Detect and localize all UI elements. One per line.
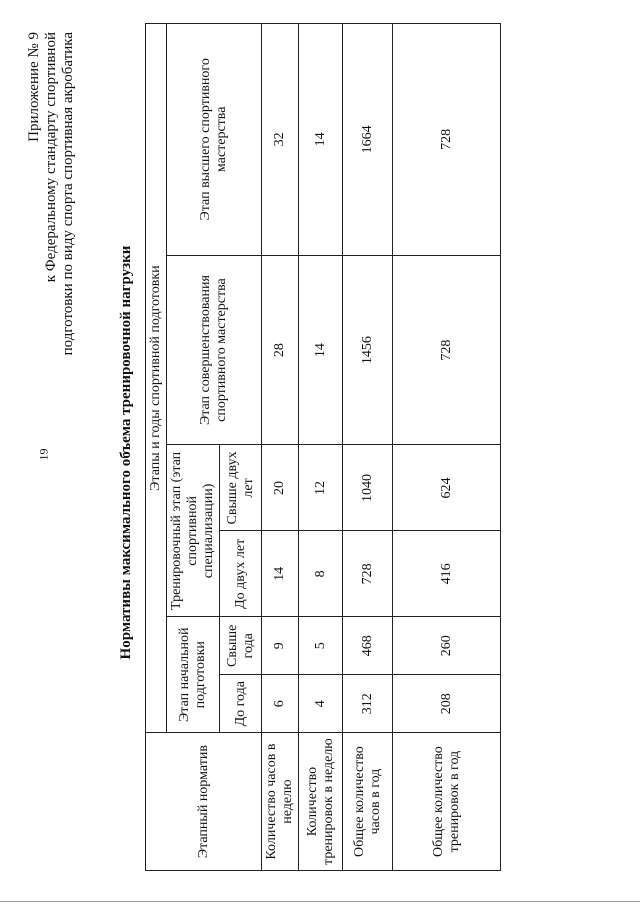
subheader-up-to-year: До года <box>220 675 262 733</box>
table-cell: 1040 <box>343 445 393 531</box>
table-cell: 6 <box>262 675 299 733</box>
row-label: Количество часов в неделю <box>262 733 299 871</box>
table-cell: 416 <box>393 531 501 617</box>
subheader-over-two: Свыше двух лет <box>220 445 262 531</box>
norms-table <box>145 23 501 871</box>
table-cell: 1456 <box>343 255 393 445</box>
table-cell: 260 <box>393 617 501 675</box>
table-cell: 14 <box>299 255 343 445</box>
page-number: 19 <box>36 448 51 461</box>
row-label: Общее количество часов в год <box>343 733 393 871</box>
document-title: Нормативы максимального объема тренировочной нагрузки <box>118 245 134 660</box>
table-cell: 728 <box>343 531 393 617</box>
subheader-up-to-two: До двух лет <box>220 531 262 617</box>
appendix-line-1: Приложение № 9 <box>26 32 42 142</box>
table-cell: 28 <box>262 255 299 445</box>
table-row <box>299 24 343 871</box>
subheader-over-year: Свыше года <box>220 617 262 675</box>
table-cell: 14 <box>262 531 299 617</box>
scan-edge-line <box>0 901 640 902</box>
header-stage-highest: Этап высшего спортивного мастерства <box>167 24 262 256</box>
table-cell: 32 <box>262 24 299 256</box>
table-cell: 5 <box>299 617 343 675</box>
header-norm: Этапный норматив <box>146 733 262 871</box>
table-cell: 8 <box>299 531 343 617</box>
header-stage-initial: Этап начальной подготовки <box>167 617 220 733</box>
table-cell: 14 <box>299 24 343 256</box>
table-cell: 728 <box>393 255 501 445</box>
header-stages: Этапы и годы спортивной подготовки <box>146 24 167 733</box>
row-label: Количество тренировок в неделю <box>299 733 343 871</box>
header-stage-improvement: Этап совершенствования спортивного мастерства <box>167 255 262 445</box>
table-cell: 624 <box>393 445 501 531</box>
appendix-line-2: к Федеральному стандарту спортивной <box>43 32 59 283</box>
table-cell: 20 <box>262 445 299 531</box>
appendix-line-3: подготовки по виду спорта спортивная акробатика <box>60 32 76 356</box>
appendix-header <box>26 32 77 355</box>
table-cell: 728 <box>393 24 501 256</box>
row-label: Общее количество тренировок в год <box>393 733 501 871</box>
table-row <box>393 24 501 871</box>
table-row <box>343 24 393 871</box>
table-cell: 468 <box>343 617 393 675</box>
table-cell: 9 <box>262 617 299 675</box>
table-cell: 312 <box>343 675 393 733</box>
header-stage-training: Тренировочный этап (этап спортивной специализации) <box>167 445 220 617</box>
table-cell: 1664 <box>343 24 393 256</box>
table-cell: 4 <box>299 675 343 733</box>
table-cell: 208 <box>393 675 501 733</box>
table-cell: 12 <box>299 445 343 531</box>
table-row <box>262 24 299 871</box>
